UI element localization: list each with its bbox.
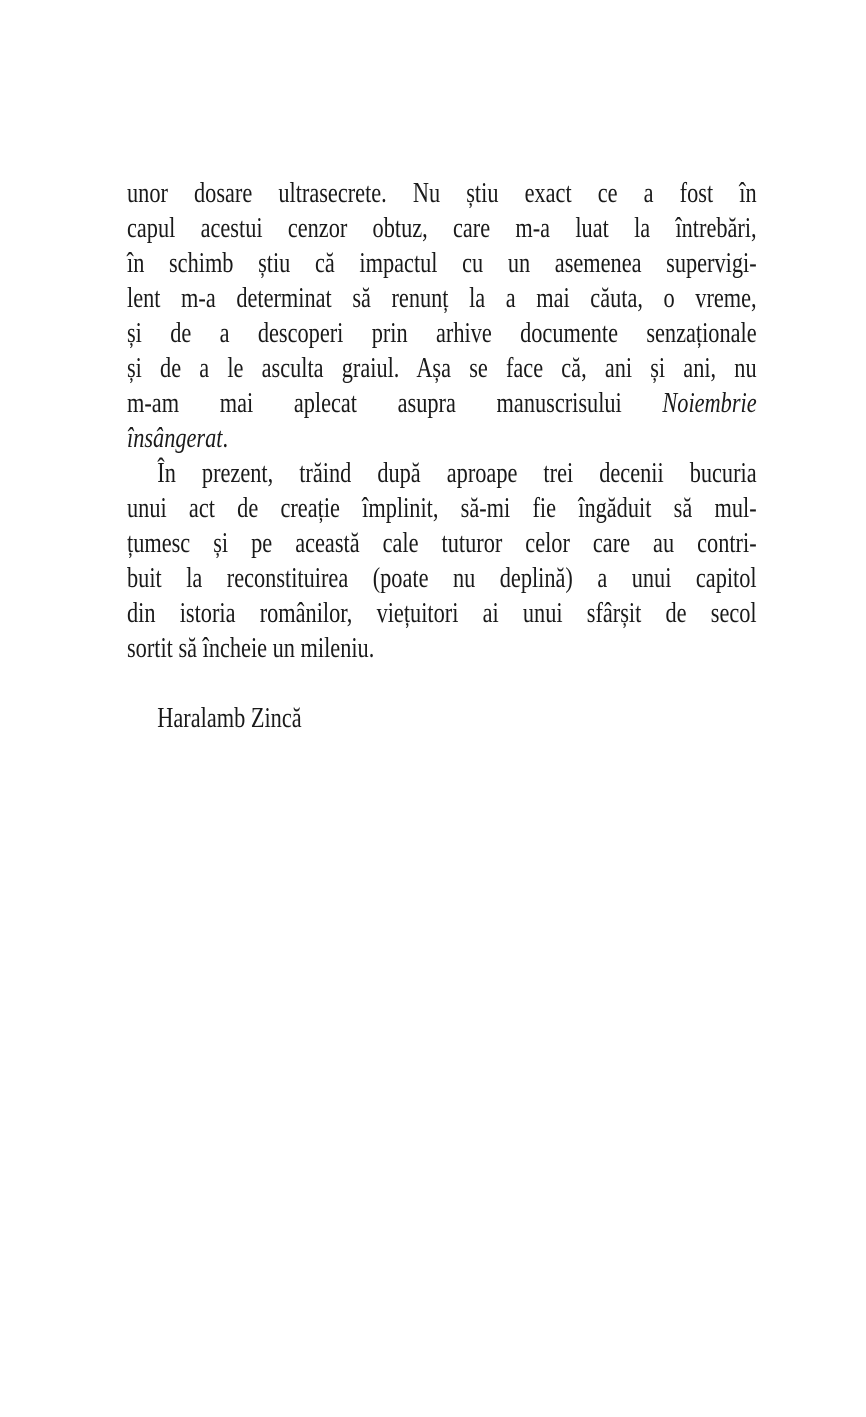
text-segment: și de a descoperi prin arhive documente senzaționale [127,318,757,349]
paragraph-spacer [127,666,757,701]
text-line [127,316,757,351]
text-segment: buit la reconstituirea (poate nu deplină) a unui capitol [127,563,757,594]
text-segment: În prezent, trăind după aproape trei decenii bucuria [157,458,757,489]
text-segment: m-am mai aplecat asupra manuscrisului [127,388,663,419]
text-line [127,631,757,666]
page-text-block [127,176,757,736]
text-segment: sortit să încheie un mileniu. [127,633,375,664]
text-segment: . [222,423,229,454]
text-line [127,176,757,211]
text-line [127,281,757,316]
author-signature: Haralamb Zincă [157,703,302,734]
text-segment: capul acestui cenzor obtuz, care m-a luat la întrebări, [127,213,757,244]
text-line [127,386,757,421]
text-segment: și de a le asculta graiul. Așa se face că, ani și ani, nu [127,353,757,384]
text-line [127,421,757,456]
text-segment: în schimb știu că impactul cu un asemenea supervigi- [127,248,757,279]
text-line [127,491,757,526]
text-segment: unui act de creație împlinit, să-mi fie îngăduit să mul- [127,493,757,524]
text-line [127,211,757,246]
text-segment: lent m-a determinat să renunț la a mai căuta, o vreme, [127,283,757,314]
body-text [127,176,757,666]
text-line [127,596,757,631]
italic-text-segment: Noiembrie [662,388,757,419]
text-segment: țumesc și pe această cale tuturor celor care au contri- [127,528,757,559]
text-line [127,526,757,561]
text-segment: din istoria românilor, viețuitori ai unui sfârșit de secol [127,598,757,629]
text-line [127,351,757,386]
italic-text-segment: însângerat [127,423,223,454]
text-line [127,561,757,596]
text-line [127,246,757,281]
text-line [127,456,757,491]
text-segment: unor dosare ultrasecrete. Nu știu exact ce a fost în [127,178,757,209]
